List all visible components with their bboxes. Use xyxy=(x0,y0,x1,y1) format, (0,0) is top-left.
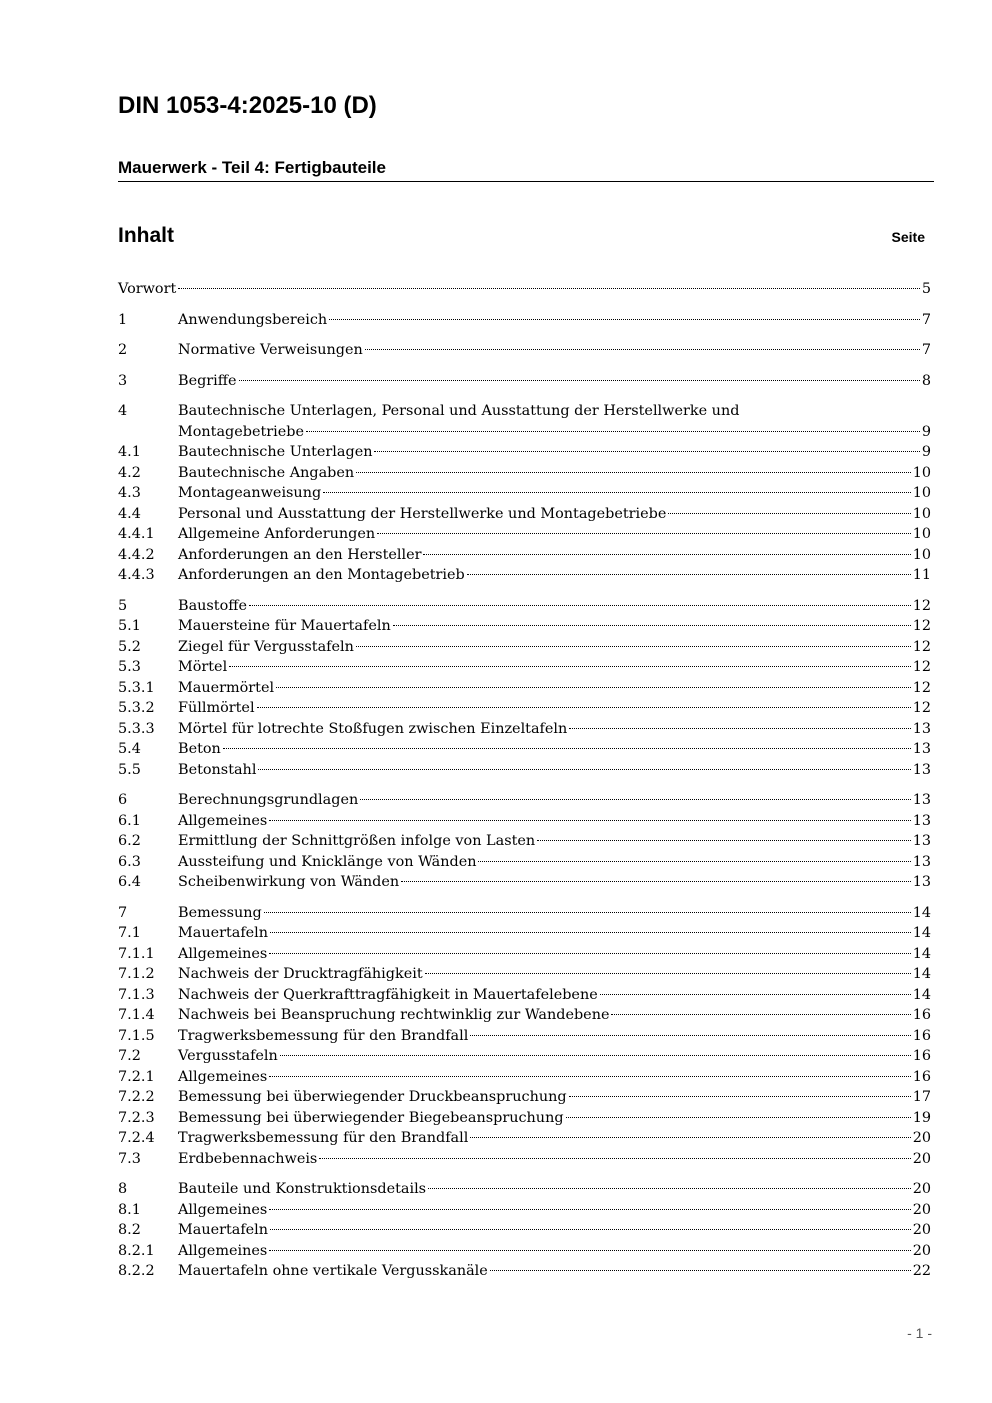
toc-entry-title: Bautechnische Unterlagen xyxy=(178,444,373,460)
toc-entry-page: 16 xyxy=(912,1068,931,1085)
toc-entry-page: 20 xyxy=(912,1150,931,1167)
toc-entry-title: Baustoffe xyxy=(178,597,247,614)
toc-entry-number: 7 xyxy=(118,904,128,921)
toc-entry-title: Füllmörtel xyxy=(178,700,255,716)
toc-entry-page: 9 xyxy=(921,444,931,460)
toc-entry-number: 7.2.2 xyxy=(118,1089,155,1105)
toc-entry-number: 8.1 xyxy=(118,1201,141,1218)
toc-entry-number: 5.1 xyxy=(118,618,141,634)
toc-entry-number: 7.2.4 xyxy=(118,1130,155,1146)
toc-entry-title: Begriffe xyxy=(178,372,237,389)
toc-entry[interactable] xyxy=(118,698,931,719)
toc-entry-page: 13 xyxy=(912,812,931,829)
toc-entry-number: 1 xyxy=(118,311,128,328)
toc-entry-title: Montagebetriebe xyxy=(178,423,304,440)
toc-entry-page: 12 xyxy=(912,618,931,634)
toc-entry-page: 16 xyxy=(912,1048,931,1064)
toc-entry-title: Mauertafeln ohne vertikale Vergusskanäle xyxy=(178,1263,488,1279)
toc-entry-number: 4.1 xyxy=(118,444,141,460)
toc-dot-leader xyxy=(269,820,910,821)
toc-entry-title: Allgemeines xyxy=(178,1068,268,1085)
toc-dot-leader xyxy=(478,861,910,862)
toc-entry-page: 14 xyxy=(912,986,931,1003)
toc-entry[interactable] xyxy=(118,1005,931,1026)
toc-dot-leader xyxy=(269,953,910,954)
toc-dot-leader xyxy=(566,1117,911,1118)
toc-entry[interactable] xyxy=(118,1241,931,1262)
toc-entry-title: Allgemeine Anforderungen xyxy=(178,526,376,542)
toc-entry-page: 20 xyxy=(912,1222,931,1238)
toc-entry-title: Nachweis bei Beanspruchung rechtwinklig zur Wandebene xyxy=(178,1007,610,1023)
toc-entry-number: 4.4 xyxy=(118,505,141,522)
toc-dot-leader xyxy=(490,1270,911,1271)
toc-entry-title: Nachweis der Drucktragfähigkeit xyxy=(178,966,423,982)
toc-entry[interactable] xyxy=(118,442,931,463)
toc-entry-title: Beton xyxy=(178,741,221,757)
toc-dot-leader xyxy=(239,380,920,381)
toc-entry-page: 14 xyxy=(912,904,931,921)
toc-dot-leader xyxy=(229,666,911,667)
toc-entry-number: 5.3 xyxy=(118,659,141,675)
toc-entry-number: 6.4 xyxy=(118,874,141,890)
page-number: - 1 - xyxy=(907,1325,932,1341)
toc-dot-leader xyxy=(249,605,911,606)
toc-entry[interactable] xyxy=(118,657,931,678)
toc-entry-page: 14 xyxy=(912,925,931,941)
toc-entry-title: Mauersteine für Mauertafeln xyxy=(178,618,391,634)
toc-entry[interactable] xyxy=(118,524,931,545)
toc-entry[interactable] xyxy=(118,340,931,361)
toc-entry-page: 20 xyxy=(912,1130,931,1146)
toc-dot-leader xyxy=(425,973,911,974)
toc-entry[interactable] xyxy=(118,831,931,852)
toc-entry-number: 4.3 xyxy=(118,485,141,501)
toc-entry[interactable] xyxy=(118,1261,931,1282)
toc-entry[interactable] xyxy=(118,279,931,300)
toc-entry-title: Vorwort xyxy=(118,281,177,297)
toc-entry[interactable] xyxy=(118,739,931,760)
toc-entry-title-line1: Bautechnische Unterlagen, Personal und Ausstattung der Herstellwerke und xyxy=(178,403,740,419)
toc-entry-number: 5 xyxy=(118,597,128,614)
toc-entry-page: 17 xyxy=(912,1089,931,1105)
toc-entry-page: 10 xyxy=(912,526,931,542)
toc-entry-page: 13 xyxy=(912,741,931,757)
toc-entry-number: 5.5 xyxy=(118,761,141,778)
toc-dot-leader xyxy=(258,769,910,770)
toc-dot-leader xyxy=(374,451,919,452)
toc-dot-leader xyxy=(306,431,920,432)
toc-entry-title: Anforderungen an den Hersteller xyxy=(178,546,422,563)
toc-entry-number: 7.1 xyxy=(118,925,141,941)
toc-entry-page: 12 xyxy=(912,679,931,696)
toc-entry[interactable] xyxy=(118,790,931,811)
toc-entry[interactable] xyxy=(118,1220,931,1241)
toc-entry-number: 4.4.3 xyxy=(118,567,155,583)
toc-dot-leader xyxy=(569,1096,911,1097)
toc-entry[interactable] xyxy=(118,1149,931,1170)
toc-entry[interactable] xyxy=(118,1200,931,1221)
toc-heading: Inhalt xyxy=(118,224,174,247)
toc-entry[interactable] xyxy=(118,903,931,924)
toc-entry-title: Bauteile und Konstruktionsdetails xyxy=(178,1181,427,1197)
toc-entry[interactable] xyxy=(118,1108,931,1129)
toc-entry-title: Bemessung xyxy=(178,904,262,921)
toc-dot-leader xyxy=(470,1035,910,1036)
toc-dot-leader xyxy=(569,728,910,729)
toc-entry-page: 14 xyxy=(912,945,931,962)
toc-dot-leader xyxy=(329,319,920,320)
toc-entry-page: 5 xyxy=(921,281,931,297)
toc-entry-number: 8 xyxy=(118,1181,128,1197)
toc-entry[interactable] xyxy=(118,678,931,699)
toc-entry-number: 7.2.3 xyxy=(118,1109,155,1126)
toc-entry-title: Normative Verweisungen xyxy=(178,342,363,358)
toc-entry[interactable] xyxy=(118,616,931,637)
toc-entry-title: Aussteifung und Knicklänge von Wänden xyxy=(178,853,477,870)
toc-dot-leader xyxy=(365,349,920,350)
toc-entry-title: Bautechnische Angaben xyxy=(178,464,355,481)
toc-entry-title: Mauertafeln xyxy=(178,1222,269,1238)
toc-entry-page: 12 xyxy=(912,700,931,716)
toc-entry-number: 5.3.1 xyxy=(118,679,155,696)
toc-entry-number: 8.2.2 xyxy=(118,1263,155,1279)
toc-entry[interactable] xyxy=(118,637,931,658)
toc-entry-page: 14 xyxy=(912,966,931,982)
toc-entry[interactable] xyxy=(118,964,931,985)
toc-entry-title: Erdbebennachweis xyxy=(178,1150,318,1167)
toc-entry-title: Montageanweisung xyxy=(178,485,322,501)
toc-entry-page: 12 xyxy=(912,659,931,675)
toc-dot-leader xyxy=(401,881,911,882)
toc-dot-leader xyxy=(360,799,910,800)
toc-entry[interactable] xyxy=(118,719,931,740)
toc-entry-number: 6.3 xyxy=(118,853,141,870)
toc-entry-title: Allgemeines xyxy=(178,1201,268,1218)
toc-entry-title: Mauermörtel xyxy=(178,679,275,696)
toc-dot-leader xyxy=(264,912,911,913)
toc-entry-number: 7.2.1 xyxy=(118,1068,155,1085)
toc-entry-page: 20 xyxy=(912,1201,931,1218)
toc-entry-number: 4.4.1 xyxy=(118,526,155,542)
toc-entry-number: 4.2 xyxy=(118,464,141,481)
toc-entry[interactable] xyxy=(118,596,931,617)
toc-entry-page: 10 xyxy=(912,546,931,563)
toc-entry-title: Anwendungsbereich xyxy=(178,311,328,328)
document-title: DIN 1053-4:2025-10 (D) xyxy=(118,92,377,119)
toc-entry[interactable] xyxy=(118,504,931,525)
toc-dot-leader xyxy=(280,1055,911,1056)
toc-dot-leader xyxy=(223,748,911,749)
toc-entry-number: 8.2 xyxy=(118,1222,141,1238)
toc-entry-page: 20 xyxy=(912,1242,931,1259)
toc-entry-page: 9 xyxy=(921,423,931,440)
toc-entry-number: 6.1 xyxy=(118,812,141,829)
toc-entry-title: Anforderungen an den Montagebetrieb xyxy=(178,567,465,583)
toc-entry[interactable] xyxy=(118,811,931,832)
toc-entry-page: 16 xyxy=(912,1007,931,1023)
toc-entry-number: 6 xyxy=(118,792,128,808)
toc-entry-page: 22 xyxy=(912,1263,931,1279)
toc-dot-leader xyxy=(270,932,911,933)
toc-entry[interactable] xyxy=(118,1026,931,1047)
toc-entry-number: 3 xyxy=(118,372,128,389)
toc-entry-page: 16 xyxy=(912,1027,931,1044)
toc-entry[interactable] xyxy=(118,463,931,484)
toc-entry-number: 5.4 xyxy=(118,741,141,757)
toc-dot-leader xyxy=(269,1209,910,1210)
toc-entry-title: Mörtel für lotrechte Stoßfugen zwischen Einzeltafeln xyxy=(178,720,568,737)
toc-entry-title: Tragwerksbemessung für den Brandfall xyxy=(178,1027,469,1044)
toc-entry-number: 8.2.1 xyxy=(118,1242,155,1259)
toc-dot-leader xyxy=(467,574,911,575)
toc-entry-page: 10 xyxy=(912,505,931,522)
toc-dot-leader xyxy=(668,513,910,514)
toc-entry[interactable] xyxy=(118,985,931,1006)
toc-entry-title: Allgemeines xyxy=(178,945,268,962)
toc-entry-number: 7.1.5 xyxy=(118,1027,155,1044)
toc-entry[interactable] xyxy=(118,565,931,586)
toc-entry-page: 13 xyxy=(912,874,931,890)
toc-dot-leader xyxy=(537,840,911,841)
toc-entry-title: Allgemeines xyxy=(178,812,268,829)
toc-entry-page: 12 xyxy=(912,638,931,655)
toc-entry[interactable] xyxy=(118,923,931,944)
toc-entry-title: Vergusstafeln xyxy=(178,1048,278,1064)
toc-entry-title: Bemessung bei überwiegender Biegebeanspruchung xyxy=(178,1109,564,1126)
toc-entry[interactable] xyxy=(118,371,931,392)
toc-entry-title: Mörtel xyxy=(178,659,228,675)
toc-entry-page: 12 xyxy=(912,597,931,614)
toc-entry-page: 13 xyxy=(912,720,931,737)
toc-entry-page: 10 xyxy=(912,485,931,501)
toc-entry-number: 7.1.3 xyxy=(118,986,155,1003)
toc-entry-page: 10 xyxy=(912,464,931,481)
document-subtitle: Mauerwerk - Teil 4: Fertigbauteile xyxy=(118,158,934,182)
toc-dot-leader xyxy=(276,687,911,688)
toc-entry[interactable] xyxy=(118,401,931,442)
toc-dot-leader xyxy=(178,288,920,289)
toc-entry-page: 7 xyxy=(921,342,931,358)
toc-entry-title: Allgemeines xyxy=(178,1242,268,1259)
toc-dot-leader xyxy=(257,707,911,708)
toc-dot-leader xyxy=(393,625,911,626)
toc-dot-leader xyxy=(470,1137,910,1138)
toc-entry[interactable] xyxy=(118,545,931,566)
toc-dot-leader xyxy=(319,1158,910,1159)
toc-entry-number: 6.2 xyxy=(118,833,141,849)
toc-entry-title: Ziegel für Vergusstafeln xyxy=(178,638,354,655)
toc-dot-leader xyxy=(377,533,911,534)
page-column-label: Seite xyxy=(891,229,925,245)
toc-entry[interactable] xyxy=(118,310,931,331)
toc-entry-number: 5.3.2 xyxy=(118,700,155,716)
toc-entry-title: Ermittlung der Schnittgrößen infolge von Lasten xyxy=(178,833,536,849)
toc-entry[interactable] xyxy=(118,483,931,504)
toc-entry-number: 4 xyxy=(118,403,128,419)
toc-entry-title: Betonstahl xyxy=(178,761,257,778)
toc-entry-title: Bemessung bei überwiegender Druckbeanspruchung xyxy=(178,1089,567,1105)
toc-entry-page: 20 xyxy=(912,1181,931,1197)
toc-entry-number: 7.3 xyxy=(118,1150,141,1167)
toc-entry[interactable] xyxy=(118,1067,931,1088)
toc-entry-title: Mauertafeln xyxy=(178,925,269,941)
toc-entry-number: 7.1.1 xyxy=(118,945,155,962)
toc-entry-number: 7.1.4 xyxy=(118,1007,155,1023)
toc-dot-leader xyxy=(270,1229,911,1230)
toc-entry-number: 7.1.2 xyxy=(118,966,155,982)
toc-entry-page: 11 xyxy=(912,567,931,583)
toc-entry[interactable] xyxy=(118,1046,931,1067)
toc-entry-number: 5.2 xyxy=(118,638,141,655)
toc-entry[interactable] xyxy=(118,1128,931,1149)
toc-entry-page: 13 xyxy=(912,833,931,849)
toc-entry-title: Tragwerksbemessung für den Brandfall xyxy=(178,1130,469,1146)
toc-entry-number: 2 xyxy=(118,342,128,358)
toc-dot-leader xyxy=(600,994,911,995)
toc-entry-number: 4.4.2 xyxy=(118,546,155,563)
toc-entry-number: 7.2 xyxy=(118,1048,141,1064)
toc-entry[interactable] xyxy=(118,872,931,893)
toc-entry-title: Personal und Ausstattung der Herstellwerke und Montagebetriebe xyxy=(178,505,667,522)
toc-entry[interactable] xyxy=(118,760,931,781)
toc-entry[interactable] xyxy=(118,1087,931,1108)
toc-dot-leader xyxy=(428,1188,911,1189)
toc-entry-page: 19 xyxy=(912,1109,931,1126)
toc-entry-page: 13 xyxy=(912,853,931,870)
toc-entry-page: 8 xyxy=(921,372,931,389)
table-of-contents xyxy=(118,279,931,1282)
toc-dot-leader xyxy=(323,492,911,493)
toc-dot-leader xyxy=(269,1250,910,1251)
toc-entry-title: Berechnungsgrundlagen xyxy=(178,792,359,808)
toc-dot-leader xyxy=(356,646,911,647)
toc-entry-title: Nachweis der Querkrafttragfähigkeit in Mauertafelebene xyxy=(178,986,598,1003)
toc-entry[interactable] xyxy=(118,1179,931,1200)
toc-entry-page: 13 xyxy=(912,792,931,808)
toc-entry[interactable] xyxy=(118,944,931,965)
toc-dot-leader xyxy=(269,1076,910,1077)
toc-dot-leader xyxy=(356,472,911,473)
toc-dot-leader xyxy=(423,554,910,555)
toc-entry-number: 5.3.3 xyxy=(118,720,155,737)
toc-entry-title: Scheibenwirkung von Wänden xyxy=(178,874,400,890)
toc-entry-page: 7 xyxy=(921,311,931,328)
toc-entry-page: 13 xyxy=(912,761,931,778)
toc-dot-leader xyxy=(611,1014,910,1015)
toc-entry[interactable] xyxy=(118,852,931,873)
